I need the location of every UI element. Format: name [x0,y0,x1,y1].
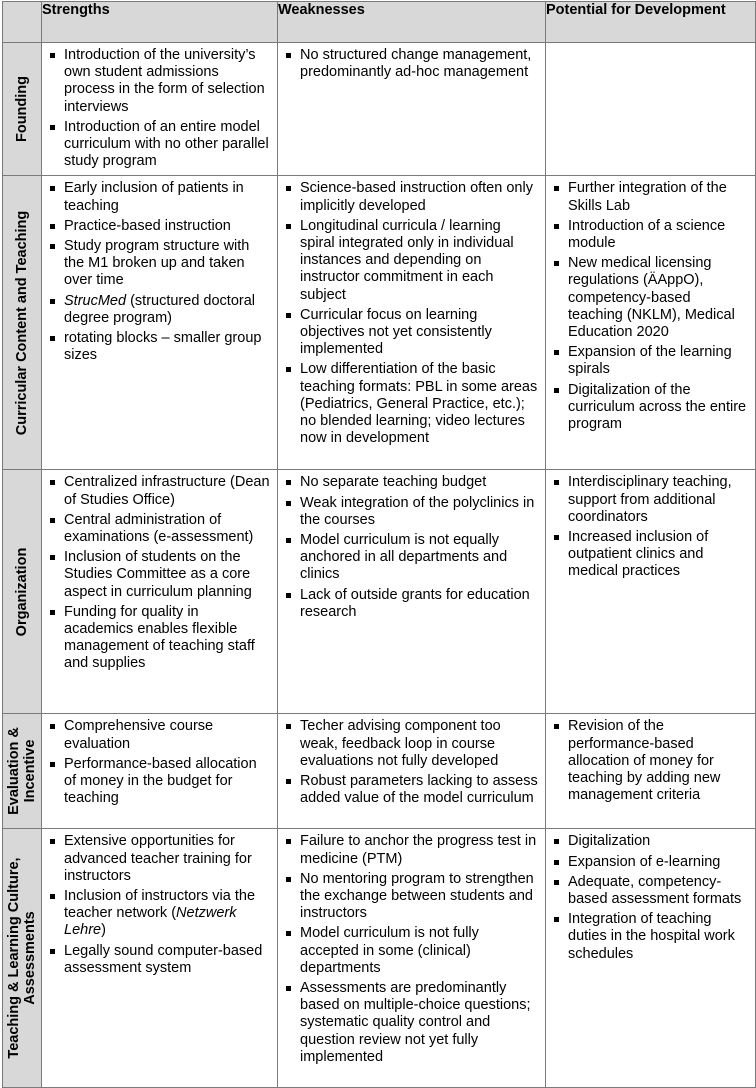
bullet-icon [50,762,55,767]
cell-evaluation-strengths [42,714,278,829]
row-evaluation [3,714,756,829]
list-item: Legally sound computer-based assessment system [48,943,271,977]
row-label-founding [3,43,42,176]
list-item: Adequate, competency-based assessment formats [552,874,749,908]
bullet-icon [554,839,559,844]
list-item: Interdisciplinary teaching, support from additional coordinators [552,474,749,526]
list-item: Model curriculum is not equally anchored in all departments and clinics [284,532,539,584]
row-label-organization [3,470,42,714]
list-item: No mentoring program to strengthen the exchange between students and instructors [284,871,539,923]
bullet-icon [554,917,559,922]
row-organization [3,470,756,714]
list-item: Model curriculum is not fully accepted in some (clinical) departments [284,925,539,977]
cell-curricular-potential [546,176,756,470]
header-strengths: Strengths [42,2,278,43]
list-item: Failure to anchor the progress test in medicine (PTM) [284,833,539,867]
cell-curricular-weaknesses [278,176,546,470]
list-item: New medical licensing regulations (ÄAppO), competency-based teaching (NKLM), Medical Education 2020 [552,255,749,341]
bullet-icon [50,518,55,523]
bullet-icon [286,313,291,318]
bullet-icon [50,53,55,58]
list-item: Low differentiation of the basic teaching formats: PBL in some areas (Pediatrics, General Practice, etc.); no blended learning; video lectures now in development [284,361,539,447]
bullet-icon [50,555,55,560]
bullet-icon [50,724,55,729]
list-item: Assessments are predominantly based on multiple-choice questions; systematic quality control and question review not yet fully implemented [284,980,539,1066]
list-item: Extensive opportunities for advanced teacher training for instructors [48,833,271,885]
list-item: Science-based instruction often only implicitly developed [284,180,539,214]
bullet-icon [286,501,291,506]
bullet-icon [554,880,559,885]
bullet-icon [554,350,559,355]
list-item: Centralized infrastructure (Dean of Studies Office) [48,474,271,508]
bullet-icon [50,480,55,485]
bullet-icon [554,535,559,540]
list-item: Introduction of an entire model curriculum with no other parallel study program [48,119,271,171]
row-label-curricular [3,176,42,470]
bullet-icon [554,388,559,393]
list-item: Further integration of the Skills Lab [552,180,749,214]
row-label-text: Curricular Content and Teaching [14,210,30,436]
bullet-icon [554,186,559,191]
row-founding [3,43,756,176]
list-item: Performance-based allocation of money in the budget for teaching [48,756,271,808]
list-item: Curricular focus on learning objectives not yet consistently implemented [284,307,539,359]
cell-organization-weaknesses [278,470,546,714]
cell-organization-strengths [42,470,278,714]
corner-cell [3,2,42,43]
list-item: No separate teaching budget [284,474,539,491]
bullet-icon [50,244,55,249]
row-curricular [3,176,756,470]
bullet-icon [554,224,559,229]
bullet-icon [286,224,291,229]
list-item: Revision of the performance-based allocation of money for teaching by adding new management criteria [552,718,749,804]
list-item: Longitudinal curricula / learning spiral integrated only in individual instances and depending on instructor commitment in each subject [284,218,539,304]
list-item: No structured change management, predominantly ad-hoc management [284,47,539,81]
list-item: Introduction of a science module [552,218,749,252]
list-item: StrucMed (structured doctoral degree program) [48,293,271,327]
list-item: Early inclusion of patients in teaching [48,180,271,214]
list-item: Robust parameters lacking to assess added value of the model curriculum [284,773,539,807]
bullet-icon [286,724,291,729]
cell-curricular-strengths [42,176,278,470]
header-potential: Potential for Development [546,2,756,43]
list-item: Introduction of the university’s own student admissions process in the form of selection interviews [48,47,271,116]
cell-culture-weaknesses [278,829,546,1088]
row-label-text: Founding [14,76,30,143]
list-item: Expansion of the learning spirals [552,344,749,378]
bullet-icon [50,949,55,954]
swot-table [2,1,756,1088]
bullet-icon [286,839,291,844]
bullet-icon [50,336,55,341]
bullet-icon [286,779,291,784]
cell-evaluation-weaknesses [278,714,546,829]
row-label-culture [3,829,42,1088]
list-item: Central administration of examinations (e-assessment) [48,512,271,546]
bullet-icon [50,224,55,229]
row-label-evaluation [3,714,42,829]
cell-founding-potential [546,43,756,176]
list-item: Inclusion of students on the Studies Committee as a core aspect in curriculum planning [48,549,271,601]
cell-founding-weaknesses [278,43,546,176]
header-weaknesses: Weaknesses [278,2,546,43]
list-item: Digitalization of the curriculum across the entire program [552,382,749,434]
list-item: Funding for quality in academics enables flexible management of teaching staff and supplies [48,604,271,673]
bullet-icon [50,610,55,615]
bullet-icon [50,186,55,191]
list-item: Integration of teaching duties in the hospital work schedules [552,911,749,963]
bullet-icon [286,877,291,882]
cell-organization-potential [546,470,756,714]
list-item: Lack of outside grants for education research [284,587,539,621]
list-item: Increased inclusion of outpatient clinics and medical practices [552,529,749,581]
row-label-text: Evaluation & Incentive [6,727,38,816]
cell-culture-strengths [42,829,278,1088]
header-row [3,2,756,43]
row-label-text: Teaching & Learning Culture, Assessments [6,857,38,1059]
cell-evaluation-potential [546,714,756,829]
cell-founding-strengths [42,43,278,176]
bullet-icon [286,593,291,598]
list-item: Study program structure with the M1 broken up and taken over time [48,238,271,290]
bullet-icon [286,986,291,991]
list-item: Inclusion of instructors via the teacher network (Netzwerk Lehre) [48,888,271,940]
bullet-icon [286,53,291,58]
netzwerk-term: Netzwerk Lehre [64,905,237,939]
bullet-icon [50,125,55,130]
bullet-icon [50,299,55,304]
list-item: Digitalization [552,833,749,850]
bullet-icon [50,839,55,844]
bullet-icon [286,186,291,191]
bullet-icon [286,538,291,543]
list-item: rotating blocks – smaller group sizes [48,330,271,364]
bullet-icon [554,724,559,729]
list-item: Comprehensive course evaluation [48,718,271,752]
list-item: Weak integration of the polyclinics in the courses [284,495,539,529]
bullet-icon [286,931,291,936]
bullet-icon [286,367,291,372]
bullet-icon [554,860,559,865]
bullet-icon [554,480,559,485]
cell-culture-potential [546,829,756,1088]
bullet-icon [554,261,559,266]
list-item: Expansion of e-learning [552,854,749,871]
list-item: Practice-based instruction [48,218,271,235]
bullet-icon [50,894,55,899]
strucmed-term: StrucMed [64,292,127,309]
bullet-icon [286,480,291,485]
row-label-text: Organization [14,547,30,637]
row-culture [3,829,756,1088]
list-item: Techer advising component too weak, feedback loop in course evaluations not fully developed [284,718,539,770]
